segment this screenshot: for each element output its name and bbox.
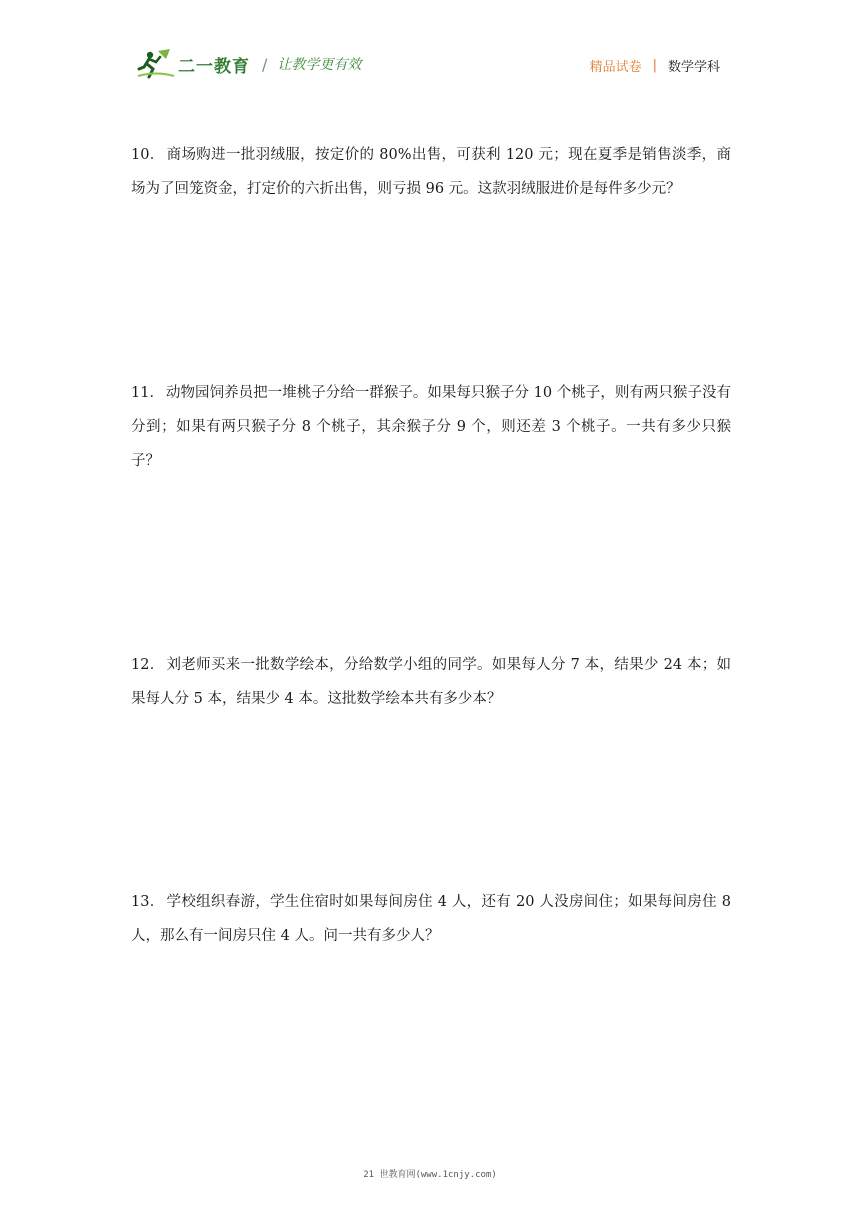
- question-number: 11．: [131, 385, 164, 401]
- question-12: [131, 648, 731, 716]
- running-man-logo-icon: [136, 47, 176, 81]
- question-10: [131, 138, 731, 206]
- subject-tags: [590, 56, 720, 75]
- question-text: 学校组织春游，学生住宿时如果每间房住 4 人，还有 20 人没房间住；如果每间房住 8 人，那么有一间房只住 4 人。问一共有多少人？: [131, 894, 731, 944]
- question-number: 13．: [131, 894, 165, 910]
- brand-name: 二一教育: [178, 56, 250, 77]
- tag-premium-exam: 精品试卷: [589, 60, 642, 75]
- tag-separator: |: [652, 58, 657, 73]
- brand-logo: [136, 46, 361, 82]
- question-number: 10．: [131, 147, 165, 163]
- question-11: [131, 376, 731, 478]
- brand-slogan: 让教学更有效: [277, 57, 362, 73]
- question-13: [131, 885, 731, 953]
- question-number: 12．: [131, 657, 165, 673]
- question-text: 商场购进一批羽绒服，按定价的 80%出售，可获利 120 元；现在夏季是销售淡季，商场为了回笼资金，打定价的六折出售，则亏损 96 元。这款羽绒服进价是每件多少元？: [131, 147, 731, 197]
- header-divider-slash: /: [262, 54, 268, 74]
- page-footer: 21 世教育网(www.1cnjy.com): [363, 1170, 497, 1180]
- page-header: [0, 0, 860, 110]
- tag-subject: 数学学科: [667, 60, 720, 75]
- question-text: 动物园饲养员把一堆桃子分给一群猴子。如果每只猴子分 10 个桃子，则有两只猴子没有分到；如果有两只猴子分 8 个桃子，其余猴子分 9 个，则还差 3 个桃子。一共有多少只猴子？: [131, 385, 731, 469]
- question-text: 刘老师买来一批数学绘本，分给数学小组的同学。如果每人分 7 本，结果少 24 本；如果每人分 5 本，结果少 4 本。这批数学绘本共有多少本？: [131, 657, 732, 707]
